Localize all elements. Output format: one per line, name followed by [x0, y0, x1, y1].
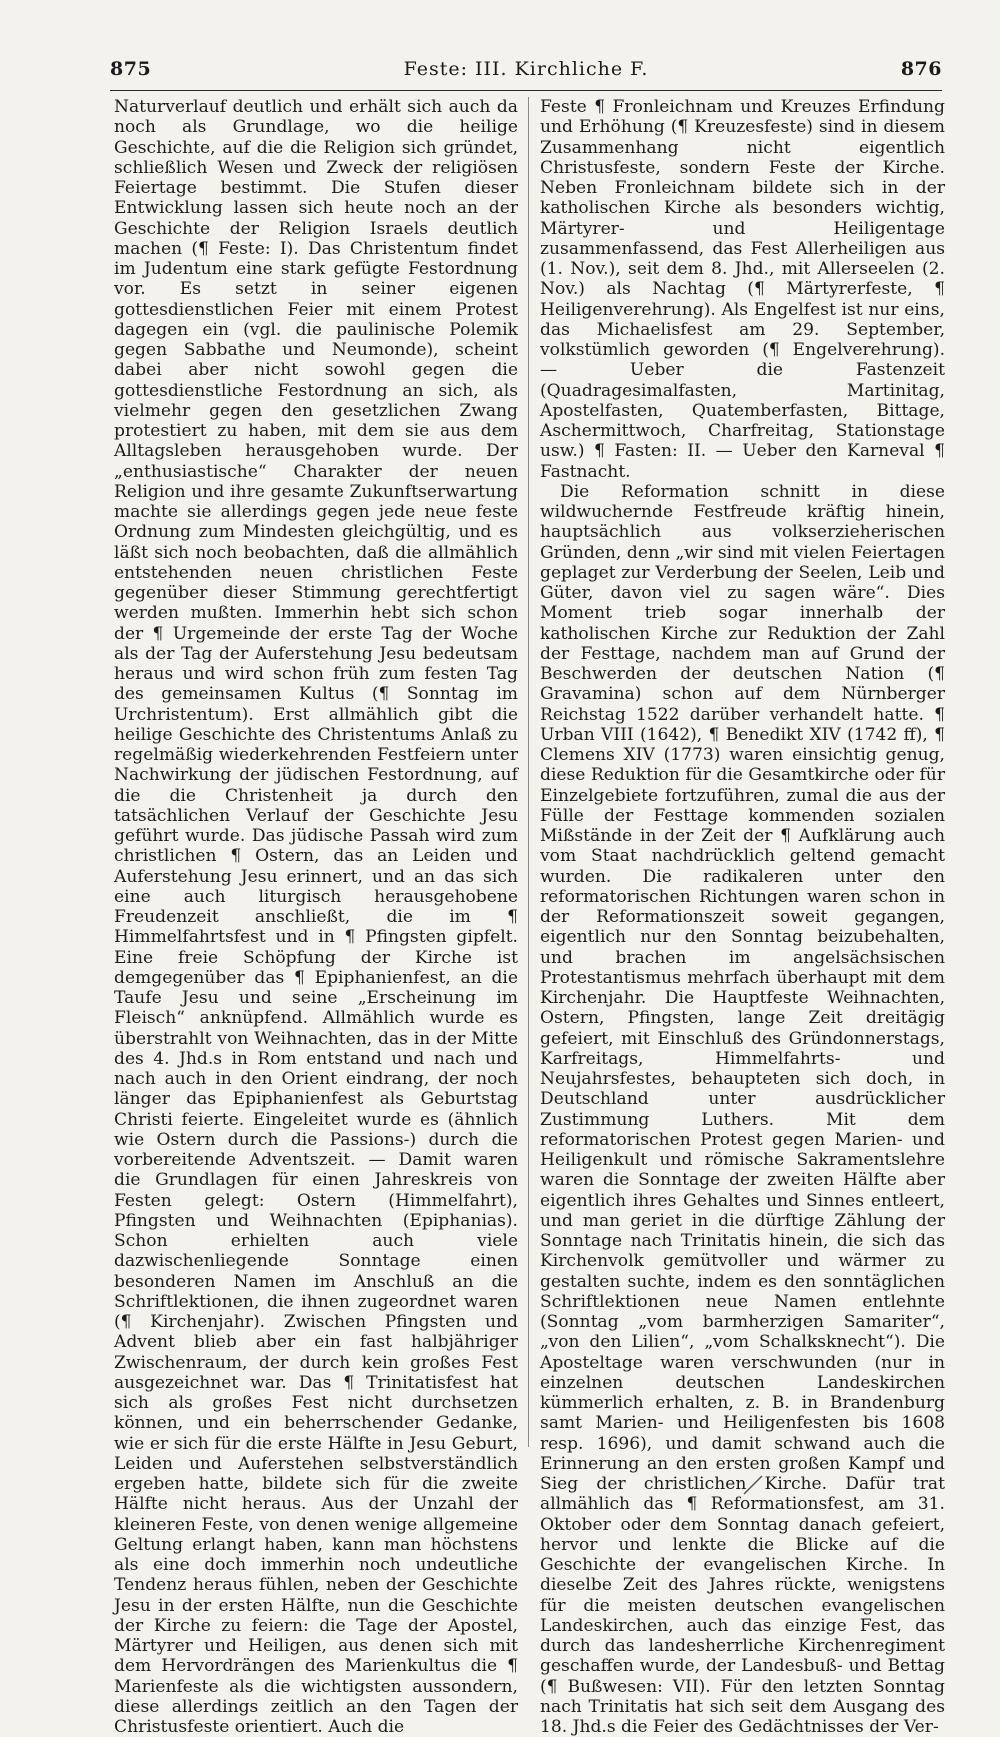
- pen-mark-icon: [740, 1468, 770, 1498]
- column-divider: [528, 97, 529, 1447]
- page-number-left: 875: [110, 58, 152, 80]
- left-column: [114, 97, 518, 1737]
- left-paragraph: Naturverlauf deutlich und erhält sich auch da noch als Grundlage, wo die heilige Geschichte, auf die die Religion sich gründet, schließlich Wesen und Zweck der religiösen Feiertage bestimmt. Die Stufen dieser Entwicklung lassen sich heute noch an der Geschichte der Religion Israels deutlich machen (¶ Feste: I). Das Christentum findet im Judentum eine stark gefügte Festordnung vor. Es setzt in seiner eigenen gottesdienstlichen Feier mit einem Protest dagegen ein (vgl. die paulinische Polemik gegen Sabbathe und Neumonde), scheint dabei aber nicht sowohl gegen die gottesdienstliche Festordnung an sich, als vielmehr gegen den gesetzlichen Zwang protestiert zu haben, mit dem sie aus dem Alltagsleben herausgehoben wurde. Der „enthusiastische“ Charakter der neuen Religion und ihre gesamte Zukunftserwartung machte sie allerdings gegen jede neue feste Ordnung zum Mindesten gleichgültig, und es läßt sich noch beobachten, daß die allmählich entstehenden neuen christlichen Feste gegenüber dieser Stimmung gerechtfertigt werden mußten. Immerhin hebt sich schon der ¶ Urgemeinde der erste Tag der Woche als der Tag der Auferstehung Jesu bedeutsam heraus und wird schon früh zum festen Tag des gemeinsamen Kultus (¶ Sonntag im Urchristentum). Erst allmählich gibt die heilige Geschichte des Christentums Anlaß zu regelmäßig wiederkehrenden Festfeiern unter Nachwirkung der jüdischen Festordnung, auf die die Christenheit ja durch den tatsächlichen Verlauf der Geschichte Jesu geführt wurde. Das jüdische Passah wird zum christlichen ¶ Ostern, das an Leiden und Auferstehung Jesu erinnert, und an das sich eine auch liturgisch herausgehobene Freudenzeit anschließt, die im ¶ Himmelfahrtsfest und in ¶ Pfingsten gipfelt. Eine freie Schöpfung der Kirche ist demgegenüber das ¶ Epiphanienfest, an die Taufe Jesu und seine „Erscheinung im Fleisch“ anknüpfend. Allmählich wurde es überstrahlt von Weihnachten, das in der Mitte des 4. Jhd.s in Rom entstand und nach und nach auch in den Orient eindrang, der noch länger das Epiphanienfest als Geburtstag Christi feierte. Eingeleitet wurde es (ähnlich wie Ostern durch die Passions-) durch die vorbereitende Adventszeit. — Damit waren die Grundlagen für einen Jahreskreis von Festen gelegt: Ostern (Himmelfahrt), Pfingsten und Weihnachten (Epiphanias). Schon erhielten auch viele dazwischenliegende Sonntage einen besonderen Namen im Anschluß an die Schriftlektionen, die ihnen zugeordnet waren (¶ Kirchenjahr). Zwischen Pfingsten und Advent blieb aber ein fast halbjähriger Zwischenraum, der durch kein großes Fest ausgezeichnet war. Das ¶ Trinitatisfest hat sich als großes Fest nicht durchsetzen können, und ein beherrschender Gedanke, wie er sich für die erste Hälfte in Jesu Geburt, Leiden und Auferstehen selbstverständlich ergeben hatte, bildete sich für die zweite Hälfte nicht heraus. Aus der Unzahl der kleineren Feste, von denen wenige allgemeine Geltung erlangt haben, kann man höchstens als eine doch immerhin noch undeutliche Tendenz heraus fühlen, neben der Geschichte Jesu in der ersten Hälfte, nun die Geschichte der Kirche zu feiern: die Tage der Apostel, Märtyrer und Heiligen, aus denen sich mit dem Hervordrängen des Marienkultus die ¶ Marienfeste als die wichtigsten aussondern, diese allerdings zeitlich an den Tagen der Christusfeste orientiert. Auch die: [114, 97, 518, 1737]
- header-rule: [110, 90, 942, 91]
- right-paragraph-1: Feste ¶ Fronleichnam und Kreuzes Erfindung und Erhöhung (¶ Kreuzesfeste) sind in diesem Zusammenhang nicht eigentlich Christusfeste, sondern Feste der Kirche. Neben Fronleichnam bildete sich in der katholischen Kirche als besonders wichtig, Märtyrer- und Heiligentage zusammenfassend, das Fest Allerheiligen aus (1. Nov.), seit dem 8. Jhd., mit Allerseelen (2. Nov.) als Nachtag (¶ Märtyrerfeste, ¶ Heiligenverehrung). Als Engelfest ist nur eins, das Michaelisfest am 29. September, volkstümlich geworden (¶ Engelverehrung). — Ueber die Fastenzeit (Quadragesimalfasten, Martinitag, Apostelfasten, Quatemberfasten, Bittage, Aschermittwoch, Charfreitag, Stationstage usw.) ¶ Fasten: II. — Ueber den Karneval ¶ Fastnacht.: [540, 97, 945, 482]
- running-title: Feste: III. Kirchliche F.: [403, 58, 649, 80]
- page-header: [110, 58, 942, 88]
- right-paragraph-2: Die Reformation schnitt in diese wildwuchernde Festfreude kräftig hinein, hauptsächlich aus volkserzieherischen Gründen, denn „wir sind mit vielen Feiertagen geplaget zur Verderbung der Seelen, Leib und Güter, davon viel zu sagen wäre“. Dies Moment trieb sogar innerhalb der katholischen Kirche zur Reduktion der Zahl der Festtage, nachdem man auf Grund der Beschwerden der deutschen Nation (¶ Gravamina) schon auf dem Nürnberger Reichstag 1522 darüber verhandelt hatte. ¶ Urban VIII (1642), ¶ Benedikt XIV (1742 ff), ¶ Clemens XIV (1773) waren einsichtig genug, diese Reduktion für die Gesamtkirche oder für Einzelgebiete fortzuführen, zumal die aus der Fülle der Festtage kommenden sozialen Mißstände in der Zeit der ¶ Aufklärung auch vom Staat nachdrücklich geltend gemacht wurden. Die radikaleren unter den reformatorischen Richtungen waren schon in der Reformationszeit soweit gegangen, eigentlich nur den Sonntag beizubehalten, und brachen im angelsächsischen Protestantismus mehrfach überhaupt mit dem Kirchenjahr. Die Hauptfeste Weihnachten, Ostern, Pfingsten, lange Zeit dreitägig gefeiert, mit Einschluß des Gründonnerstags, Karfreitags, Himmelfahrts- und Neujahrsfestes, behaupteten sich doch, in Deutschland unter ausdrücklicher Zustimmung Luthers. Mit dem reformatorischen Protest gegen Marien- und Heiligenkult und römische Sakramentslehre waren die Sonntage der zweiten Hälfte aber eigentlich ihres Gehaltes und Sinnes entleert, und man geriet in die dürftige Zählung der Sonntage nach Trinitatis hinein, die sich das Kirchenvolk gemütvoller und wärmer zu gestalten suchte, indem es den sonntäglichen Schriftlektionen neue Namen entlehnte (Sonntag „vom barmherzigen Samariter“, „von den Lilien“, „vom Schalksknecht“). Die Aposteltage waren verschwunden (nur in einzelnen deutschen Landeskirchen kümmerlich erhalten, z. B. in Brandenburg samt Marien- und Heiligenfesten bis 1608 resp. 1696), und damit schwand auch die Erinnerung an den ersten großen Kampf und Sieg der christlichen Kirche. Dafür trat allmählich das ¶ Reformationsfest, am 31. Oktober oder dem Sonntag danach gefeiert, hervor und lenkte die Blicke auf die Geschichte der evangelischen Kirche. In dieselbe Zeit des Jahres rückte, wenigstens für die meisten deutschen evangelischen Landeskirchen, auch das einzige Fest, das durch das landesherrliche Kirchenregiment geschaffen wurde, der Landesbuß- und Bettag (¶ Bußwesen: VII). Für den letzten Sonntag nach Trinitatis hat sich seit dem Ausgang des 18. Jhd.s die Feier des Gedächtnisses der Ver-: [540, 481, 945, 1737]
- page-number-right: 876: [900, 58, 942, 80]
